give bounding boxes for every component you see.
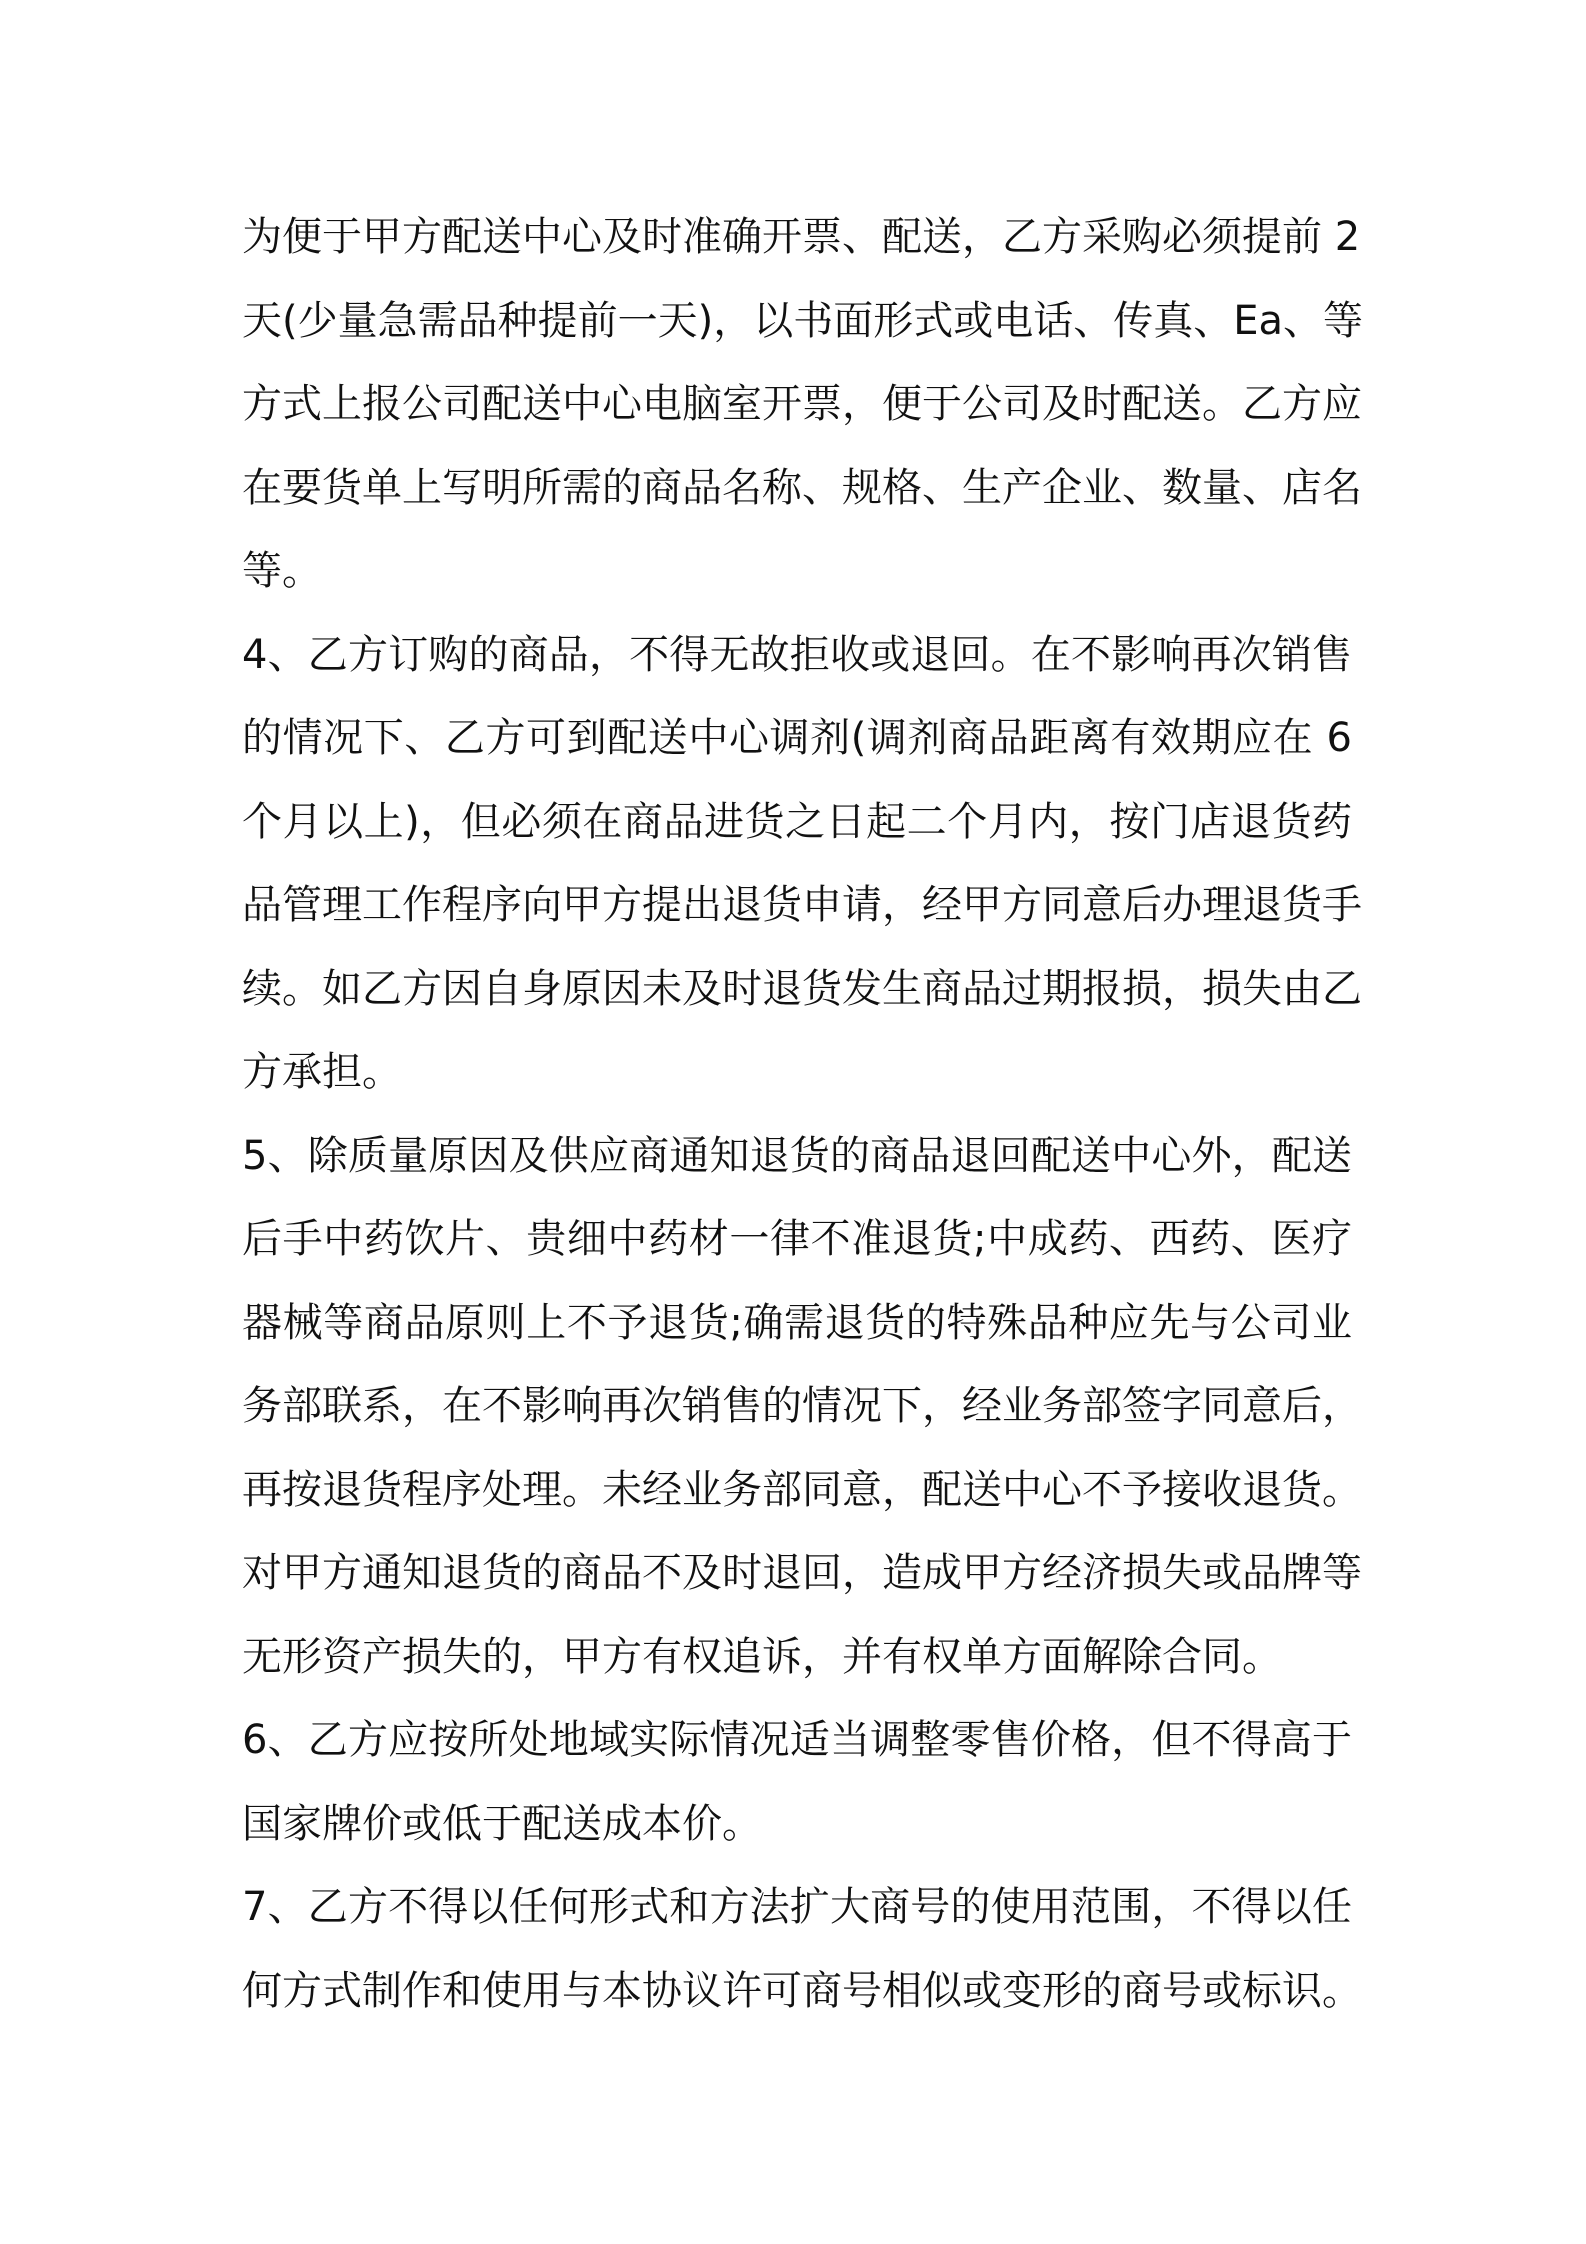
text-line: 无形资产损失的，甲方有权追诉，并有权单方面解除合同。 [242, 1633, 1282, 1680]
text-line: 个月以上)，但必须在商品进货之日起二个月内，按门店退货药 [242, 798, 1352, 845]
text-line: 器械等商品原则上不予退货;确需退货的特殊品种应先与公司业 [242, 1299, 1352, 1346]
text-line: 续。如乙方因自身原因未及时退货发生商品过期报损，损失由乙 [242, 965, 1362, 1012]
text-line: 品管理工作程序向甲方提出退货申请，经甲方同意后办理退货手 [242, 882, 1362, 928]
text-line: 方式上报公司配送中心电脑室开票，便于公司及时配送。乙方应 [242, 381, 1362, 427]
text-line: 天(少量急需品种提前一天)，以书面形式或电话、传真、Ea、等 [242, 297, 1363, 344]
text-line: 在要货单上写明所需的商品名称、规格、生产企业、数量、店名 [242, 464, 1362, 511]
text-line: 后手中药饮片、贵细中药材一律不准退货;中成药、西药、医疗 [242, 1216, 1352, 1262]
document-body [242, 196, 1363, 2033]
text-line: 再按退货程序处理。未经业务部同意，配送中心不予接收退货。 [242, 1466, 1362, 1513]
text-line: 5、除质量原因及供应商通知退货的商品退回配送中心外，配送 [242, 1132, 1352, 1179]
text-line: 为便于甲方配送中心及时准确开票、配送，乙方采购必须提前 2 [242, 214, 1361, 260]
text-line: 6、乙方应按所处地域实际情况适当调整零售价格，但不得高于 [242, 1717, 1352, 1763]
paragraph-clause-6 [242, 1699, 1352, 1866]
text-line: 国家牌价或低于配送成本价。 [242, 1800, 762, 1847]
text-line: 4、乙方订购的商品，不得无故拒收或退回。在不影响再次销售 [242, 631, 1352, 678]
text-line: 何方式制作和使用与本协议许可商号相似或变形的商号或标识。 [242, 1967, 1362, 2014]
paragraph-ordering-procedure [242, 196, 1363, 614]
text-line: 对甲方通知退货的商品不及时退回，造成甲方经济损失或品牌等 [242, 1550, 1362, 1596]
paragraph-clause-5 [242, 1115, 1362, 1700]
paragraph-clause-4 [242, 614, 1362, 1115]
text-line: 7、乙方不得以任何形式和方法扩大商号的使用范围，不得以任 [242, 1884, 1352, 1930]
text-line: 等。 [242, 548, 322, 594]
text-line: 方承担。 [242, 1049, 402, 1095]
paragraph-clause-7 [242, 1866, 1362, 2033]
text-line: 的情况下、乙方可到配送中心调剂(调剂商品距离有效期应在 6 [242, 715, 1352, 761]
text-line: 务部联系，在不影响再次销售的情况下，经业务部签字同意后， [242, 1383, 1362, 1429]
